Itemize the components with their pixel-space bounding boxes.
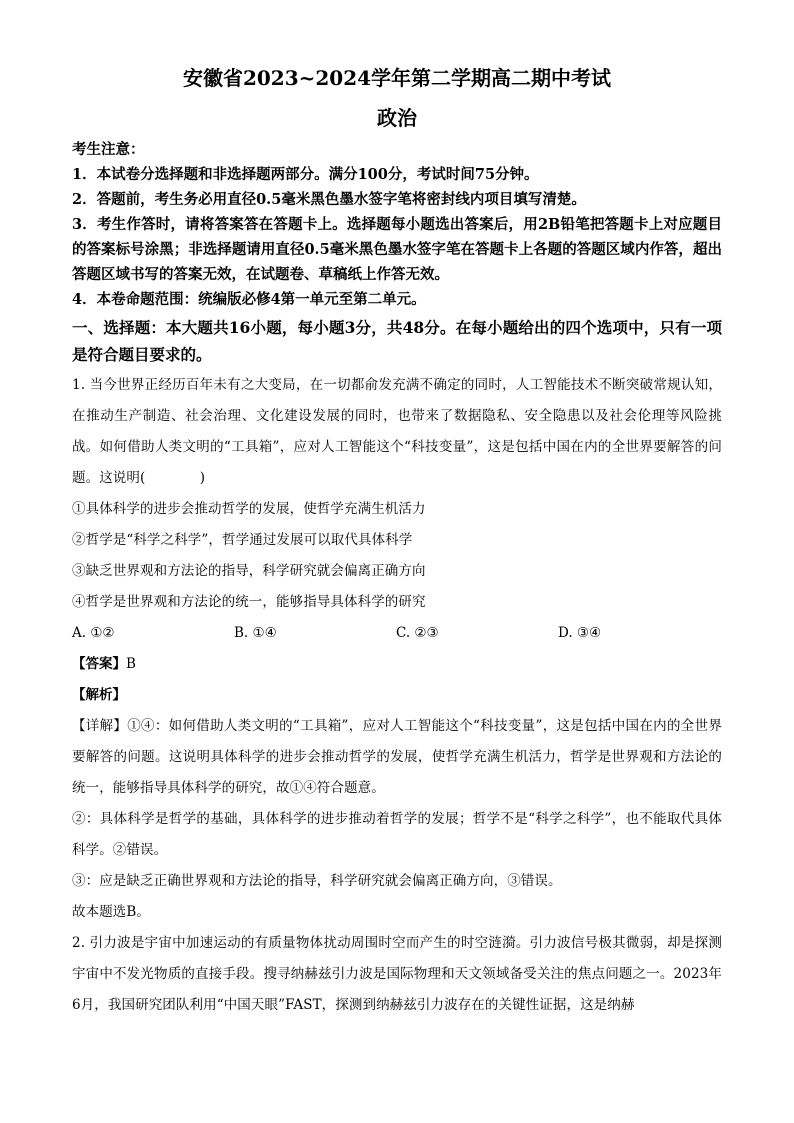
question-1 — [72, 370, 722, 928]
question-2 — [72, 928, 722, 1021]
option-d: D. ③④ — [558, 625, 602, 641]
notice-item: 2．答题前，考生务必用直径0.5毫米黑色墨水签字笔将密封线内项目填写清楚。 — [72, 191, 586, 208]
answer-line — [72, 649, 722, 680]
analysis-note: ③：应是缺乏正确世界观和方法论的指导，科学研究就会偏离正确方向，③错误。 — [72, 873, 562, 889]
analysis-note: ②：具体科学是哲学的基础，具体科学的进步推动着哲学的发展；哲学不是“科学之科学”，也不能取代具体科学。②错误。 — [72, 811, 722, 858]
conclusion: 故本题选B。 — [72, 904, 151, 920]
section-heading: 一、选择题：本大题共16小题，每小题3分，共48分。在每小题给出的四个选项中，只有一项是符合题目要求的。 — [72, 318, 722, 364]
option-b: B. ①④ — [234, 625, 277, 641]
question-stem: 1. 当今世界正经历百年未有之大变局，在一切都俞发充满不确定的同时，人工智能技术不断突破常规认知，在推动生产制造、社会治理、文化建设发展的同时，也带来了数据隐私、安全隐患以及社会伦理等风险挑战。如何借助人类文明的“工具箱”，应对人工智能这个“科技变量”，这是包括中国在内的全世界要解答的问题。这说明( ) — [72, 377, 722, 486]
statement: ④哲学是世界观和方法论的统一，能够指导具体科学的研究 — [72, 594, 426, 610]
option-a: A. ①② — [72, 625, 115, 641]
notice-block — [72, 138, 722, 312]
exam-title: 安徽省2023~2024学年第二学期高二期中考试 — [182, 66, 612, 90]
statement: ①具体科学的进步会推动哲学的发展，使哲学充满生机活力 — [72, 501, 426, 517]
answer-label: 【答案】 — [72, 656, 126, 672]
notice-item: 1．本试卷分选择题和非选择题两部分。满分100分，考试时间75分钟。 — [72, 166, 539, 183]
detail-paragraph: 【详解】①④：如何借助人类文明的“工具箱”，应对人工智能这个“科技变量”，这是包括中国在内的全世界要解答的问题。这说明具体科学的进步会推动哲学的发展，使哲学充满生机活力，哲学是世界观和方法论的统一，能够指导具体科学的研究，故①④符合题意。 — [72, 718, 722, 796]
notice-heading: 考生注意： — [72, 141, 145, 158]
analysis-label: 【解析】 — [72, 687, 126, 703]
notice-item: 4．本卷命题范围：统编版必修4第一单元至第二单元。 — [72, 291, 426, 308]
option-c: C. ②③ — [396, 625, 439, 641]
notice-item: 3．考生作答时，请将答案答在答题卡上。选择题每小题选出答案后，用2B铅笔把答题卡上对应题目的答案标号涂黑；非选择题请用直径0.5毫米黑色墨水签字笔在答题卡上各题的答题区域内作答，超出答题区域书写的答案无效，在试题卷、草稿纸上作答无效。 — [72, 216, 722, 283]
question-stem: 2. 引力波是宇宙中加速运动的有质量物体扰动周围时空而产生的时空涟漪。引力波信号极其微弱，却是探测宇宙中不发光物质的直接手段。搜寻纳赫兹引力波是国际物理和天文领域备受关注的焦点问题之一。2023年6月，我国研究团队利用“中国天眼”FAST，探测到纳赫兹引力波存在的关键性证据，这是纳赫 — [72, 935, 722, 1013]
options-row — [72, 618, 722, 649]
statement: ③缺乏世界观和方法论的指导，科学研究就会偏离正确方向 — [72, 563, 426, 579]
statement: ②哲学是“科学之科学”，哲学通过发展可以取代具体科学 — [72, 532, 413, 548]
subject-title: 政治 — [377, 106, 417, 130]
answer-value: B — [126, 656, 136, 672]
